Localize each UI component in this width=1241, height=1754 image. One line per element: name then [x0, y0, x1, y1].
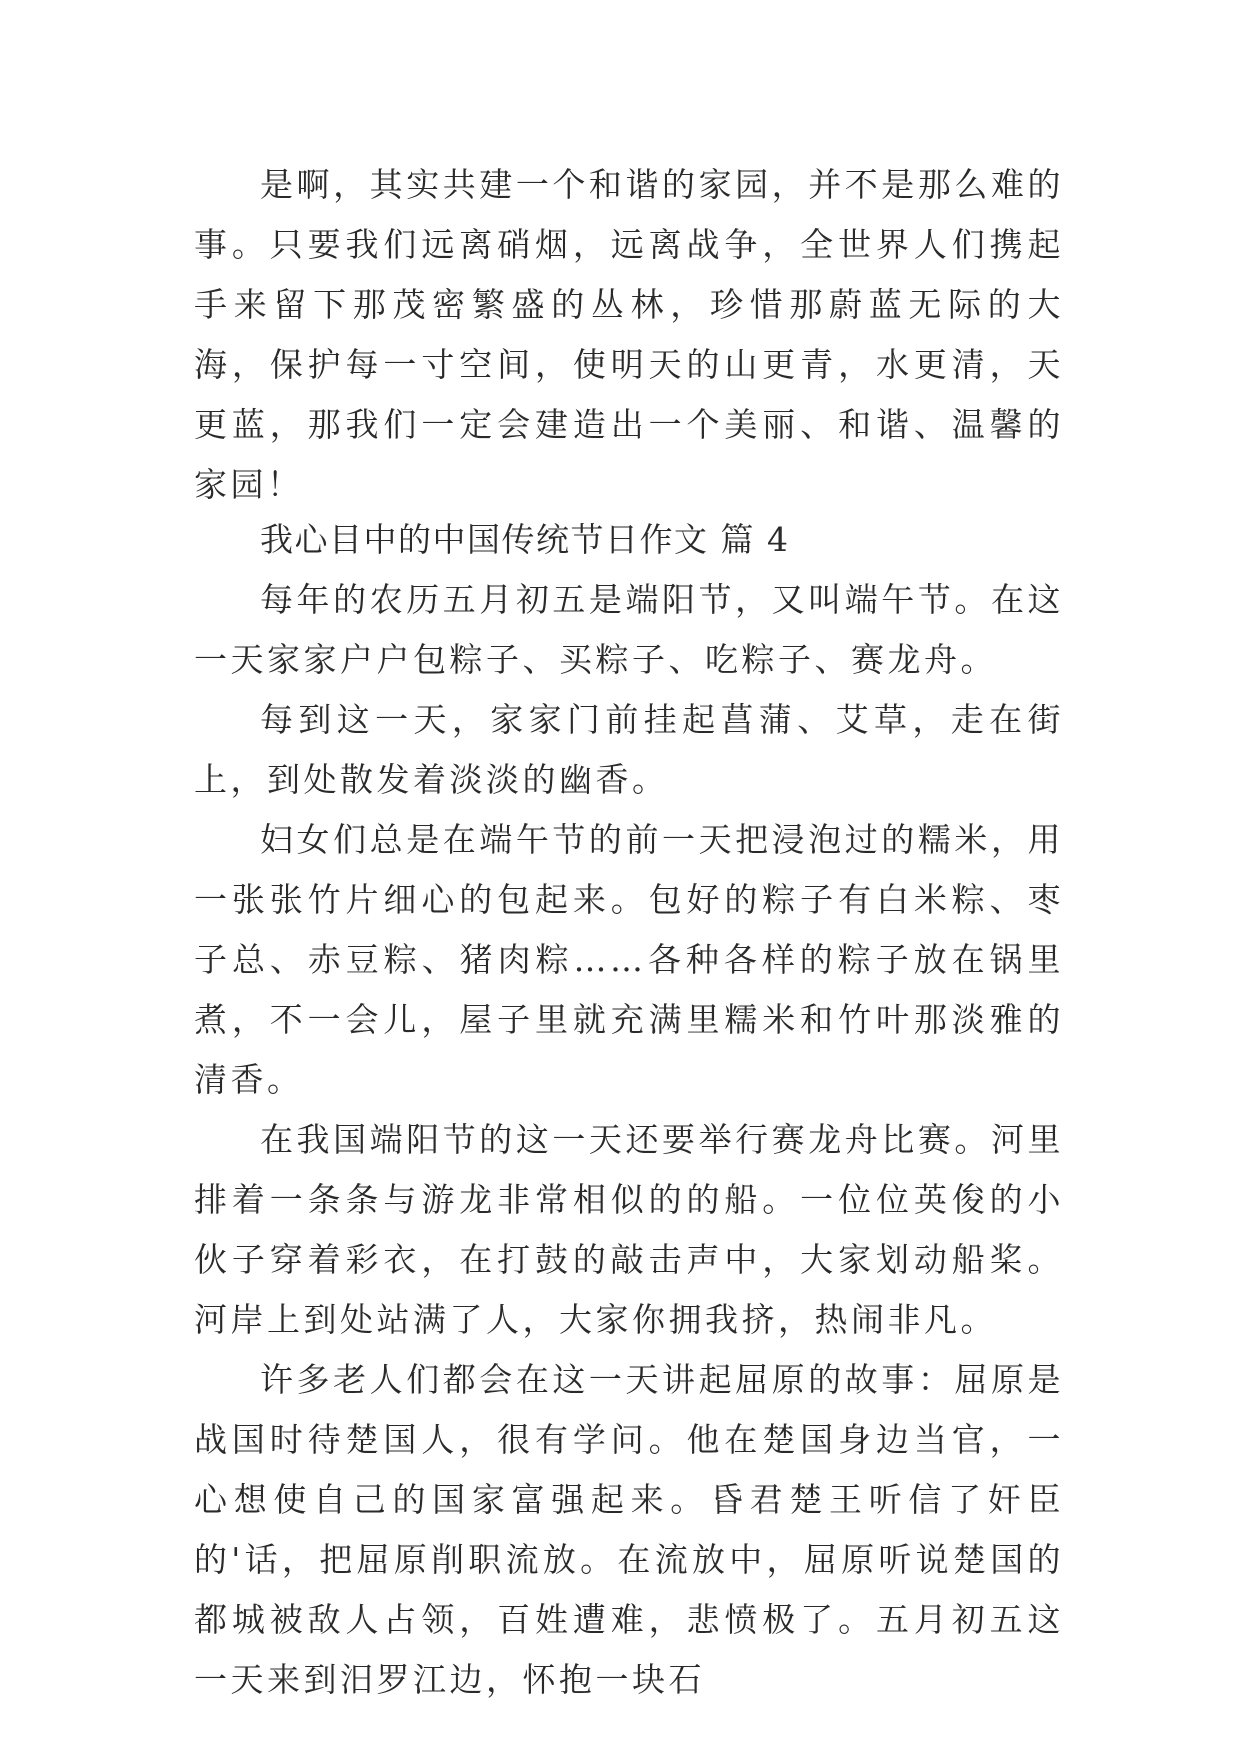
closing-paragraph: 是啊，其实共建一个和谐的家园，并不是那么难的事。只要我们远离硝烟，远离战争，全世界人们携起手来留下那茂密繁盛的丛林，珍惜那蔚蓝无际的大海，保护每一寸空间，使明天的山更青，水更清，天更蓝，那我们一定会建造出一个美丽、和谐、温馨的家园！	[194, 165, 1064, 504]
section-title: 我心目中的中国传统节日作文 篇 4	[260, 520, 790, 559]
paragraph-4: 在我国端阳节的这一天还要举行赛龙舟比赛。河里排着一条条与游龙非常相似的的船。一位位英俊的小伙子穿着彩衣，在打鼓的敲击声中，大家划动船桨。河岸上到处站满了人，大家你拥我挤，热闹非凡。	[194, 1120, 1064, 1339]
paragraph-1: 每年的农历五月初五是端阳节，又叫端午节。在这一天家家户户包粽子、买粽子、吃粽子、赛龙舟。	[194, 580, 1064, 679]
closing-section	[194, 155, 1064, 515]
paragraph-3: 妇女们总是在端午节的前一天把浸泡过的糯米，用一张张竹片细心的包起来。包好的粽子有白米粽、枣子总、赤豆粽、猪肉粽……各种各样的粽子放在锅里煮，不一会儿，屋子里就充满里糯米和竹叶那淡雅的清香。	[194, 820, 1064, 1099]
paragraph-5: 许多老人们都会在这一天讲起屈原的故事：屈原是战国时待楚国人，很有学问。他在楚国身边当官，一心想使自己的国家富强起来。昏君楚王听信了奸臣的'话，把屈原削职流放。在流放中，屈原听说楚国的都城被敌人占领，百姓遭难，悲愤极了。五月初五这一天来到汨罗江边，怀抱一块石	[194, 1360, 1064, 1699]
paragraph-2: 每到这一天，家家门前挂起菖蒲、艾草，走在街上，到处散发着淡淡的幽香。	[194, 700, 1064, 799]
essay-section-4	[194, 510, 1064, 1710]
